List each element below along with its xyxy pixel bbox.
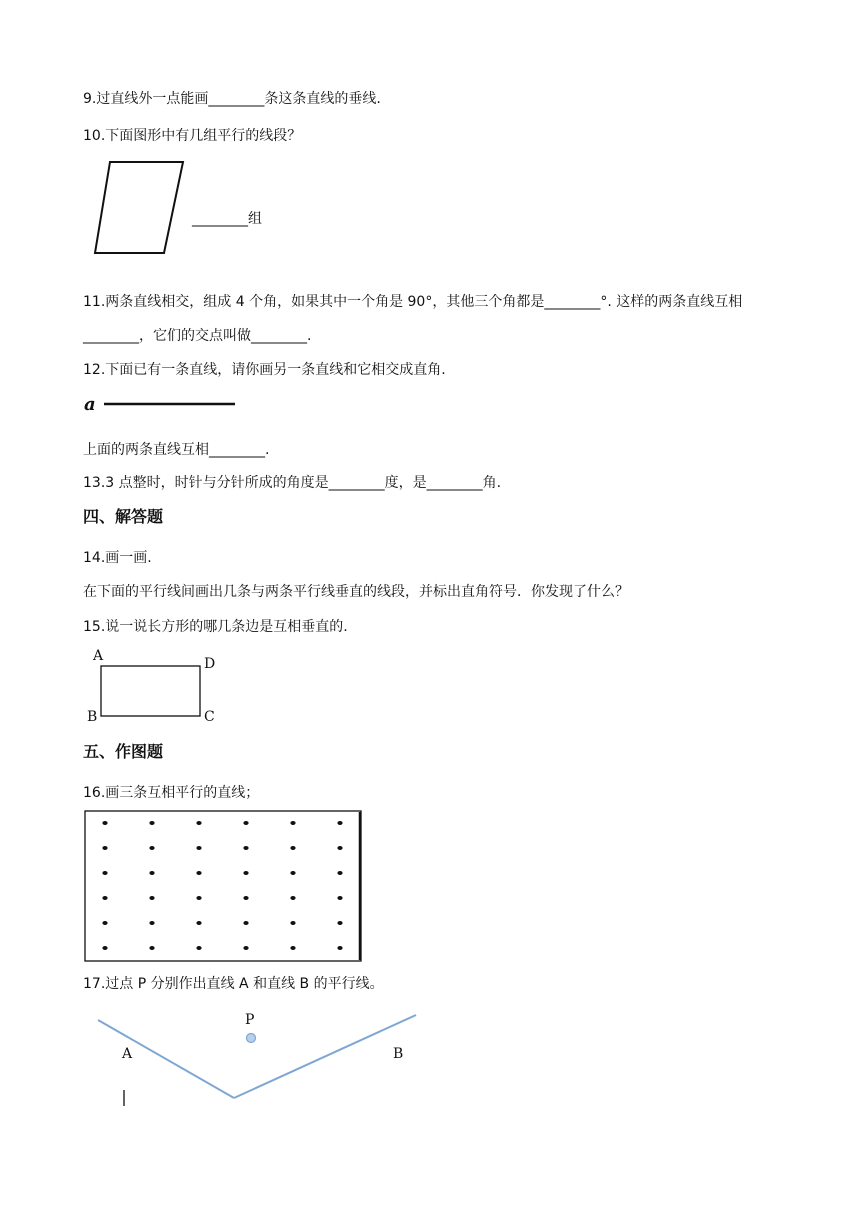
grid-dot: [149, 896, 154, 900]
question-10: 10.下面图形中有几组平行的线段？: [83, 128, 302, 144]
grid-dot: [102, 821, 107, 825]
line-b-label-fig: B: [393, 1046, 404, 1062]
grid-dot: [337, 821, 342, 825]
grid-dot: [290, 821, 295, 825]
point-p: [247, 1034, 256, 1043]
grid-dot: [196, 821, 201, 825]
vertex-d-label: D: [204, 656, 216, 672]
question-10-answer: ________组: [192, 211, 262, 227]
vertex-c-label: C: [204, 709, 215, 725]
grid-dot: [290, 921, 295, 925]
grid-dot: [102, 871, 107, 875]
question-13: 13.3 点整时，时针与分针所成的角度是________度，是________角.: [83, 475, 502, 491]
section-4-heading: 四、解答题: [83, 507, 164, 526]
grid-dot: [149, 921, 154, 925]
grid-dot: [243, 946, 248, 950]
point-p-label: P: [245, 1012, 255, 1028]
grid-dot: [337, 846, 342, 850]
grid-dot: [337, 946, 342, 950]
grid-dot: [196, 846, 201, 850]
question-15: 15.说一说长方形的哪几条边是互相垂直的.: [83, 619, 348, 635]
question-12-answer: 上面的两条直线互相________.: [83, 442, 270, 458]
section-5-heading: 五、作图题: [83, 742, 164, 761]
grid-dot: [337, 921, 342, 925]
grid-dot: [196, 921, 201, 925]
grid-dot: [196, 896, 201, 900]
grid-dot: [102, 846, 107, 850]
question-11-line-1: 11.两条直线相交，组成 4 个角，如果其中一个角是 90°，其他三个角都是________°. 这样的两条直线互相: [83, 294, 743, 310]
grid-dot: [102, 946, 107, 950]
question-17: 17.过点 P 分别作出直线 A 和直线 B 的平行线。: [83, 976, 384, 992]
vertex-a-label: A: [93, 648, 104, 664]
rectangle-abcd-figure: [100, 665, 202, 717]
grid-dot: [243, 921, 248, 925]
grid-dot: [337, 871, 342, 875]
grid-dot: [243, 896, 248, 900]
grid-dot: [243, 846, 248, 850]
grid-dot: [196, 946, 201, 950]
grid-dot: [196, 871, 201, 875]
line-a-label-fig: A: [122, 1046, 133, 1062]
grid-dot: [102, 921, 107, 925]
question-16: 16.画三条互相平行的直线；: [83, 785, 260, 801]
question-14-title: 14.画一画.: [83, 550, 152, 566]
parallelogram-figure: [90, 160, 190, 260]
question-14-body: 在下面的平行线间画出几条与两条平行线垂直的线段，并标出直角符号．你发现了什么？: [83, 584, 629, 600]
question-12: 12.下面已有一条直线，请你画另一条直线和它相交成直角.: [83, 362, 446, 378]
line-a: [100, 400, 240, 410]
vertex-b-label: B: [87, 709, 98, 725]
line-a-label: a: [84, 394, 96, 415]
grid-dot: [149, 871, 154, 875]
question-9: 9.过直线外一点能画________条这条直线的垂线.: [83, 91, 381, 107]
grid-dot: [337, 896, 342, 900]
dot-grid-figure: [84, 810, 364, 962]
grid-dot: [290, 896, 295, 900]
grid-dot: [102, 896, 107, 900]
grid-dot: [149, 821, 154, 825]
grid-dot: [290, 946, 295, 950]
grid-dot: [149, 846, 154, 850]
grid-dot: [290, 871, 295, 875]
grid-dot: [243, 821, 248, 825]
grid-dot: [290, 846, 295, 850]
grid-dot: [149, 946, 154, 950]
question-11-line-2: ________，它们的交点叫做________.: [83, 328, 312, 344]
angle-lines-figure: [94, 1012, 424, 1102]
grid-dot: [243, 871, 248, 875]
